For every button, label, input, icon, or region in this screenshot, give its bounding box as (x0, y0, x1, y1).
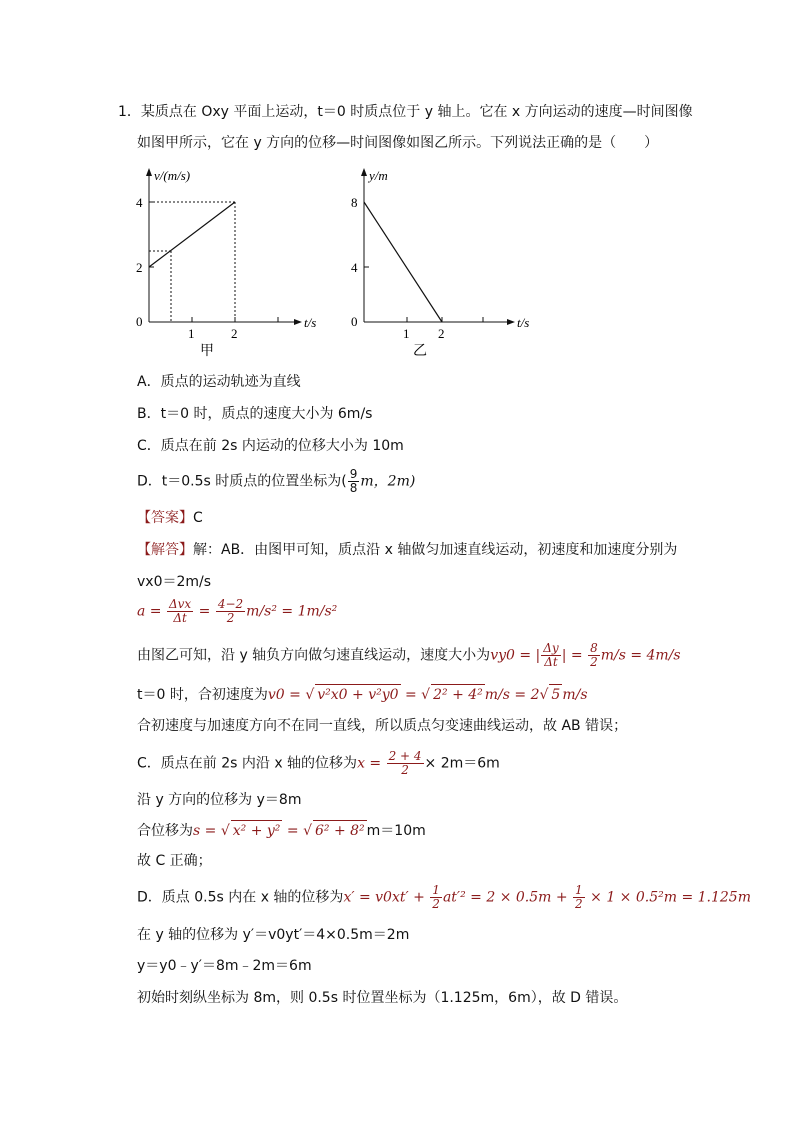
s4-m: | = (561, 647, 588, 664)
option-d-post: m，2m) (360, 473, 416, 490)
s5-rad1: v²x0 + v²y0 (315, 684, 400, 705)
question-text-2: 如图甲所示，它在 y 方向的位移—时间图像如图乙所示。下列说法正确的是（ ） (137, 135, 659, 151)
fig-a-x-arrow (294, 319, 302, 325)
solution-line-2: vx0＝2m/s (137, 574, 212, 590)
solution-line-12: 在 y 轴的位移为 y′＝v0yt′＝4×0.5m＝2m (137, 927, 410, 943)
sqrt-sign: √ (303, 823, 312, 839)
option-a: A．质点的运动轨迹为直线 (137, 374, 301, 390)
s9-rad2: 6² + 8² (313, 820, 367, 841)
s5-b: = (400, 687, 422, 703)
s5-rad2: 2² + 4² (431, 684, 485, 705)
sqrt-sign: √ (421, 687, 431, 703)
fig-a-ytick-0: 0 (136, 314, 143, 329)
eq-a-frac1-d: Δt (173, 611, 187, 625)
question-number: 1． (118, 104, 141, 120)
fig-b-ytick-4: 4 (351, 260, 358, 275)
s11-frac2-n: 1 (575, 883, 583, 897)
eq-a-frac1-n: Δvx (168, 597, 192, 611)
s11-frac1-d: 2 (432, 897, 440, 911)
s4-frac2-n: 8 (590, 641, 598, 655)
s4-post: m/s = 4m/s (600, 647, 681, 664)
s9-pre: 合位移为 (137, 823, 193, 839)
solution-line-7 (137, 750, 500, 777)
solution-line-11 (137, 884, 751, 911)
answer-line (137, 508, 203, 528)
fig-b-x-arrow (507, 319, 515, 325)
s7-a: x = (357, 755, 386, 772)
option-d-num: 9 (349, 467, 358, 481)
answer-value: C (193, 510, 203, 526)
fig-b-xtick-1: 1 (403, 326, 410, 341)
fig-b-xlabel: t/s (517, 315, 530, 330)
figure-b (335, 162, 545, 362)
fig-a-ytick-4: 4 (136, 195, 143, 210)
fig-a-xtick-1: 1 (188, 326, 195, 341)
solution-line-13: y＝y0﹣y′＝8m﹣2m＝6m (137, 958, 312, 974)
s11-a: x′ = v0xt′ + (343, 889, 430, 906)
s5-pre: t＝0 时，合初速度为 (137, 687, 268, 703)
option-d-den: 8 (349, 481, 358, 495)
fig-a-xtick-2: 2 (231, 326, 238, 341)
s4-v: vy0 = | (490, 647, 541, 664)
s7-frac (387, 750, 424, 777)
sqrt-sign: √ (539, 687, 549, 703)
s11-b: at′² = 2 × 0.5m + (442, 889, 573, 906)
solution-line-5 (137, 684, 588, 705)
eq-a-post: m/s² = 1m/s² (246, 603, 338, 620)
s9-rad1: x² + y² (231, 820, 283, 841)
s4-pre: 由图乙可知，沿 y 轴负方向做匀速直线运动，速度大小为 (137, 647, 491, 664)
option-d-pre: D．t＝0.5s 时质点的位置坐标为( (137, 473, 347, 490)
fig-a-ylabel: v/(m/s) (154, 168, 191, 183)
s4-frac1-d: Δt (544, 655, 558, 669)
s11-frac2 (573, 884, 585, 911)
option-d-fraction (348, 468, 360, 495)
s11-pre: D．质点 0.5s 内在 x 轴的位移为 (137, 889, 344, 906)
solution-line-9 (137, 820, 426, 841)
fig-b-ylabel: y/m (369, 168, 388, 183)
option-b: B．t＝0 时，质点的速度大小为 6m/s (137, 406, 373, 422)
s5-rad3: 5 (549, 684, 562, 705)
s5-d: m/s (562, 687, 588, 703)
s5-a: v0 = (267, 687, 306, 703)
s5-c: m/s = 2 (484, 687, 540, 703)
fig-b-data-line (364, 202, 442, 322)
solution-line-14: 初始时刻纵坐标为 8m，则 0.5s 时位置坐标为（1.125m，6m），故 D 错误。 (137, 990, 628, 1006)
s4-frac1-n: Δy (543, 641, 559, 655)
s7-pre: C．质点在前 2s 内沿 x 轴的位移为 (137, 755, 358, 772)
s9-post: m＝10m (366, 823, 426, 839)
fig-b-ytick-8: 8 (351, 195, 358, 210)
fig-b-caption: 乙 (413, 344, 427, 359)
solution-text-1: 解：AB．由图甲可知，质点沿 x 轴做匀加速直线运动，初速度和加速度分别为 (193, 542, 678, 558)
fig-b-xtick-2: 2 (438, 326, 445, 341)
solution-line-10: 故 C 正确； (137, 853, 212, 869)
fig-a-data-line (149, 202, 235, 267)
question-text-1: 某质点在 Oxy 平面上运动，t＝0 时质点位于 y 轴上。它在 x 方向运动的速度—时间图像 (140, 104, 693, 120)
s4-frac2-d: 2 (590, 655, 598, 669)
solution-line-3 (137, 598, 337, 625)
solution-line-8: 沿 y 方向的位移为 y＝8m (137, 792, 302, 808)
eq-a-pre: a = (137, 603, 166, 620)
option-d (137, 468, 415, 495)
s11-c: × 1 × 0.5²m = 1.125m (585, 889, 751, 906)
s11-frac1 (430, 884, 442, 911)
s11-frac1-n: 1 (432, 883, 440, 897)
s4-frac2 (588, 642, 600, 669)
eq-a-frac2-n: 4−2 (217, 597, 244, 611)
s7-frac-n: 2 + 4 (388, 749, 422, 763)
s7-post: × 2m＝6m (424, 755, 500, 772)
s11-frac2-d: 2 (575, 897, 583, 911)
solution-line-6: 合初速度与加速度方向不在同一直线，所以质点匀变速曲线运动，故 AB 错误； (137, 718, 628, 734)
s4-frac1 (541, 642, 560, 669)
solution-line-1 (137, 540, 677, 560)
fig-a-caption: 甲 (200, 344, 214, 359)
fig-a-xlabel: t/s (304, 315, 317, 330)
solution-label: 【解答】 (137, 542, 193, 558)
sqrt-sign: √ (220, 823, 230, 839)
fig-a-y-arrow (146, 168, 152, 176)
solution-line-4 (137, 642, 681, 669)
fig-b-y-arrow (361, 168, 367, 176)
option-c: C．质点在前 2s 内运动的位移大小为 10m (137, 438, 404, 454)
eq-a-mid: = (194, 603, 215, 620)
eq-a-frac2 (216, 598, 245, 625)
fig-b-ytick-0: 0 (351, 314, 358, 329)
question-line-1 (118, 102, 693, 122)
answer-label: 【答案】 (137, 510, 193, 526)
s9-b: = (282, 823, 304, 839)
s7-frac-d: 2 (401, 763, 409, 777)
s9-a: s = (193, 823, 221, 839)
fig-a-ytick-2: 2 (136, 260, 143, 275)
eq-a-frac2-d: 2 (226, 611, 235, 625)
eq-a-frac1 (167, 598, 193, 625)
sqrt-sign: √ (305, 687, 315, 703)
figure-a (120, 162, 330, 362)
